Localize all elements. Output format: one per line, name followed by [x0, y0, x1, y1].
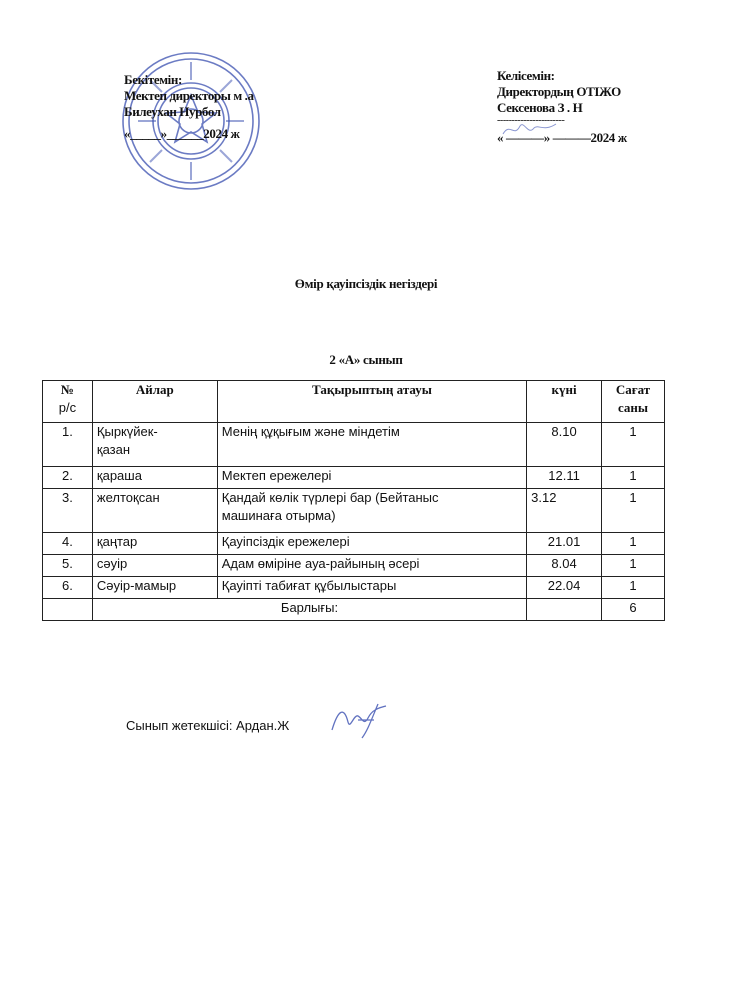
header-month: Айлар	[92, 381, 217, 423]
row-date: 8.04	[527, 555, 602, 577]
row-topic: Қандай көлік түрлері бар (Бейтаныс машинаға отырма)	[217, 489, 526, 533]
row-num: 4.	[43, 533, 93, 555]
teacher-signature	[328, 700, 398, 740]
table-row	[43, 467, 665, 489]
table-header-row	[43, 381, 665, 423]
approval-title: Бекітемін:	[124, 72, 182, 87]
agreement-dashes: -----------------------	[497, 115, 565, 126]
agreement-name: Сексенова З . Н	[497, 100, 583, 115]
lesson-plan-table	[42, 380, 665, 621]
row-topic: Мектеп ережелері	[217, 467, 526, 489]
row-num: 1.	[43, 423, 93, 467]
row-hours: 1	[602, 555, 665, 577]
row-topic: Адам өміріне ауа-райының әсері	[217, 555, 526, 577]
table-row	[43, 423, 665, 467]
row-month: сәуір	[92, 555, 217, 577]
class-label: 2 «А» сынып	[329, 352, 403, 367]
row-date: 22.04	[527, 577, 602, 599]
agreement-role: Директордың ОТІЖО	[497, 84, 621, 99]
row-month: желтоқсан	[92, 489, 217, 533]
row-hours: 1	[602, 423, 665, 467]
table-row	[43, 489, 665, 533]
row-hours: 1	[602, 467, 665, 489]
class-teacher: Сынып жетекшісі: Ардан.Ж	[126, 718, 290, 733]
approval-name: Билеухан Нурбол	[124, 104, 221, 119]
row-num: 2.	[43, 467, 93, 489]
row-hours: 1	[602, 577, 665, 599]
row-hours: 1	[602, 533, 665, 555]
total-row	[43, 599, 665, 621]
header-hours: Сағат саны	[602, 381, 665, 423]
agreement-title: Келісемін:	[497, 68, 555, 83]
row-num: 5.	[43, 555, 93, 577]
row-hours: 1	[602, 489, 665, 533]
row-date: 21.01	[527, 533, 602, 555]
row-topic: Қауіпсіздік ережелері	[217, 533, 526, 555]
deputy-signature	[500, 118, 560, 140]
row-num: 6.	[43, 577, 93, 599]
row-date: 8.10	[527, 423, 602, 467]
row-date: 12.11	[527, 467, 602, 489]
document-title: Өмір қауіпсіздік негіздері	[294, 276, 438, 291]
agreement-date: « ———» ———2024 ж	[497, 130, 627, 145]
approval-role: Мектеп директоры м .а	[124, 88, 254, 103]
table-row	[43, 533, 665, 555]
row-num: 3.	[43, 489, 93, 533]
total-value: 6	[602, 599, 665, 621]
row-topic: Қауіпті табиғат құбылыстары	[217, 577, 526, 599]
approval-date: «_____»______2024 ж	[124, 126, 240, 141]
header-topic: Тақырыптың атауы	[217, 381, 526, 423]
row-topic: Менің құқығым және міндетім	[217, 423, 526, 467]
table-row	[43, 555, 665, 577]
total-date-empty	[527, 599, 602, 621]
header-num: № р/с	[43, 381, 93, 423]
row-month: Қыркүйек- қазан	[92, 423, 217, 467]
total-spacer	[43, 599, 93, 621]
row-month: Сәуір-мамыр	[92, 577, 217, 599]
header-date: күні	[527, 381, 602, 423]
row-month: қаңтар	[92, 533, 217, 555]
row-date: 3.12	[527, 489, 602, 533]
total-label: Барлығы:	[92, 599, 526, 621]
approval-block	[124, 72, 254, 142]
table-row	[43, 577, 665, 599]
row-month: қараша	[92, 467, 217, 489]
